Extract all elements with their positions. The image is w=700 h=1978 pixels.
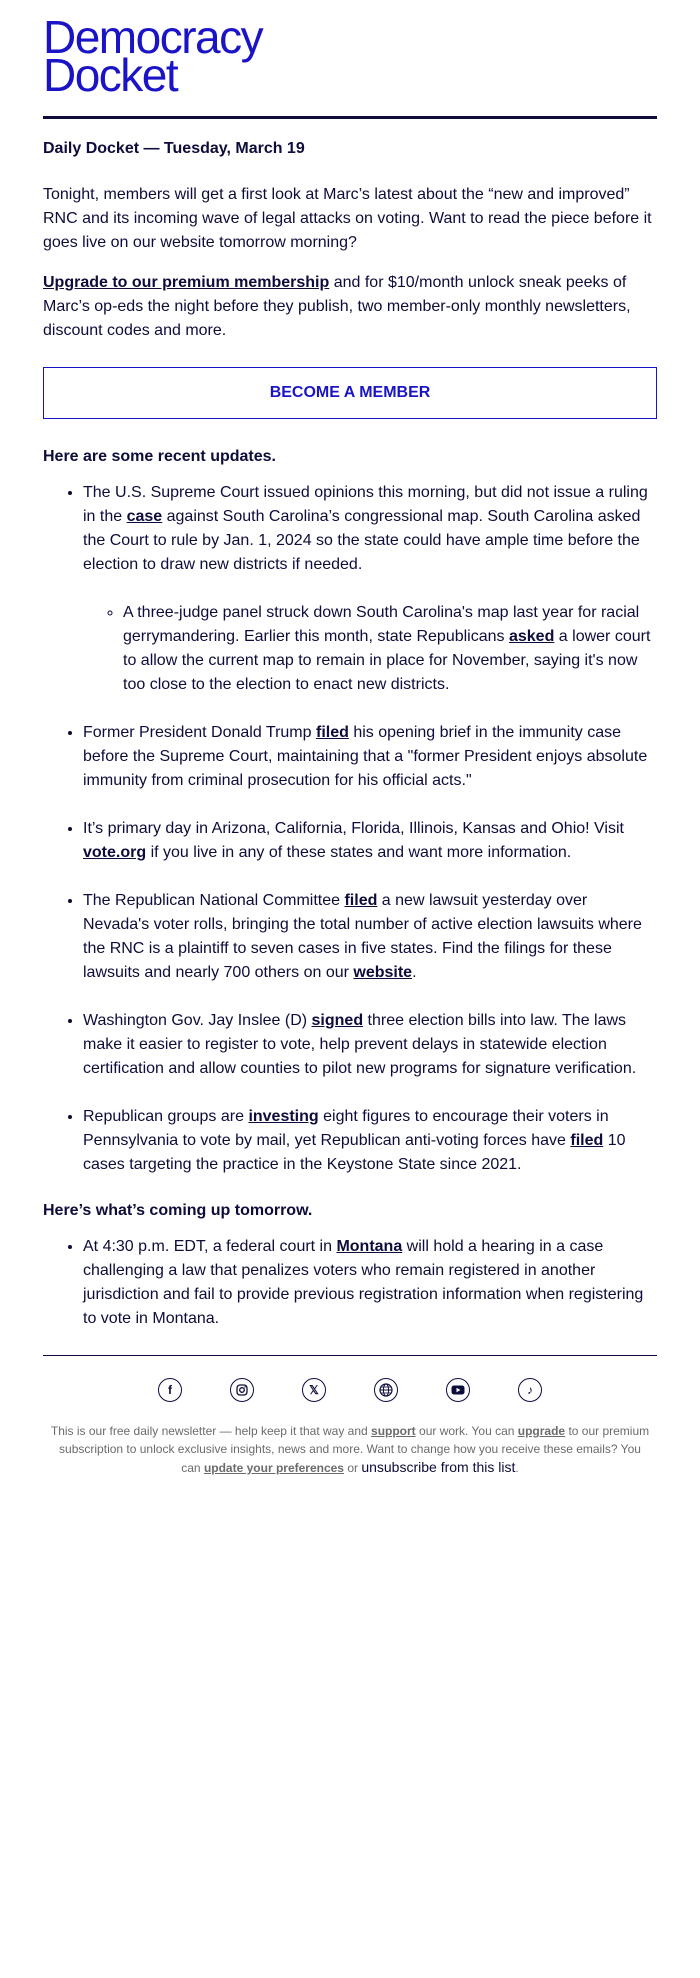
tomorrow-heading: Here’s what’s coming up tomorrow. (43, 1202, 313, 1219)
header-divider (43, 116, 657, 119)
vote-org-link[interactable]: vote.org (83, 844, 147, 861)
list-item (83, 889, 657, 985)
item-text: three election bills into law. The laws make it easier to register to vote, help prevent delays in statewide election certification and allow counties to pilot new programs for signature verification. (83, 1012, 637, 1077)
unsubscribe-link[interactable]: unsubscribe from this list (361, 1459, 516, 1475)
logo-line-2: Docket (43, 49, 178, 101)
asked-link[interactable]: asked (508, 628, 555, 645)
item-text: It’s primary day in Arizona, California, Florida, Illinois, Kansas and Ohio! Visit (83, 820, 624, 837)
item-text: if you live in any of these states and want more information. (146, 844, 572, 861)
globe-icon[interactable] (374, 1378, 398, 1402)
investing-link[interactable]: investing (248, 1108, 319, 1125)
website-link[interactable]: website (353, 964, 413, 981)
item-text: Washington Gov. Jay Inslee (D) (83, 1012, 312, 1029)
footer-text-part: to our premium subscription to unlock exclusive insights, news and more. Want to change how you receive these emails? You can (59, 1424, 650, 1475)
item-text: against South Carolina’s congressional map. South Carolina asked the Court to rule by Jan. 1, 2024 so the state could have ample time before the election to draw new districts if needed. (83, 508, 641, 573)
footer-text-part: our work. You can (415, 1424, 518, 1438)
date-heading: Daily Docket — Tuesday, March 19 (43, 140, 305, 157)
footer-text-part: or (343, 1461, 362, 1475)
cases-filed-link[interactable]: filed (570, 1132, 604, 1149)
item-text: a lower court to allow the current map to remain in place for November, saying it's now too close to the election to enact new districts. (123, 628, 651, 693)
list-item (83, 817, 657, 865)
updates-list (43, 481, 657, 1177)
item-text: eight figures to encourage their voters in Pennsylvania to vote by mail, yet Republican anti-voting forces have (83, 1108, 609, 1149)
item-text: Republican groups are (83, 1108, 249, 1125)
democracy-docket-logo[interactable] (43, 0, 657, 113)
updates-heading: Here are some recent updates. (43, 448, 276, 465)
list-item (83, 481, 657, 697)
item-text: his opening brief in the immunity case before the Supreme Court, maintaining that a "former President enjoys absolute immunity from criminal prosecution for his official acts." (83, 724, 648, 789)
membership-text: and for $10/month unlock sneak peeks of Marc’s op-eds the night before they publish, two member-only monthly newsletters, discount codes and more. (43, 274, 631, 339)
footer-text-part: . (515, 1461, 519, 1475)
tomorrow-list (43, 1235, 657, 1331)
list-item (83, 721, 657, 793)
item-text: Former President Donald Trump (83, 724, 316, 741)
item-text: A three-judge panel struck down South Carolina's map last year for racial gerrymandering. Earlier this month, state Republicans (123, 604, 640, 645)
item-text: At 4:30 p.m. EDT, a federal court in (83, 1238, 337, 1255)
facebook-icon[interactable]: f (158, 1378, 182, 1402)
youtube-icon[interactable] (446, 1378, 470, 1402)
item-text: The Republican National Committee (83, 892, 345, 909)
footer-text-part: This is our free daily newsletter — help keep it that way and (50, 1424, 372, 1438)
support-link[interactable]: support (371, 1424, 416, 1438)
item-text: The U.S. Supreme Court issued opinions this morning, but did not issue a ruling in the (83, 484, 648, 525)
footer-upgrade-link[interactable]: upgrade (517, 1424, 566, 1438)
upgrade-membership-link[interactable]: Upgrade to our premium membership (43, 274, 330, 291)
update-preferences-link[interactable]: update your preferences (203, 1461, 344, 1475)
list-item (83, 1105, 657, 1177)
logo-line-1: Democracy (43, 11, 263, 63)
footer-text (43, 1422, 657, 1477)
filed-link[interactable]: filed (315, 724, 349, 741)
membership-paragraph (43, 271, 657, 343)
email-container (43, 0, 657, 1477)
list-item (83, 1009, 657, 1081)
montana-link[interactable]: Montana (336, 1238, 403, 1255)
instagram-icon[interactable] (230, 1378, 254, 1402)
item-text: will hold a hearing in a case challenging a law that penalizes voters who remain registered in another jurisdiction and fail to provide previous registration information when registering to vote in Montana. (83, 1238, 644, 1327)
item-text: a new lawsuit yesterday over Nevada's voter rolls, bringing the total number of active election lawsuits where the RNC is a plaintiff to seven cases in five states. Find the filings for these lawsuits and nearly 700 others on our (83, 892, 642, 981)
rnc-filed-link[interactable]: filed (344, 892, 378, 909)
tiktok-icon[interactable]: ♪ (518, 1378, 542, 1402)
intro-paragraph: Tonight, members will get a first look at Marc’s latest about the “new and improved” RNC and its incoming wave of legal attacks on voting. Want to read the piece before it goes live on our website tomorrow morning? (43, 186, 652, 251)
case-link[interactable]: case (126, 508, 163, 525)
signed-link[interactable]: signed (311, 1012, 364, 1029)
item-text: . (412, 964, 417, 981)
footer-divider (43, 1355, 657, 1356)
item-text: 10 cases targeting the practice in the Keystone State since 2021. (83, 1132, 626, 1173)
become-member-button[interactable]: BECOME A MEMBER (43, 367, 657, 419)
x-icon[interactable]: 𝕏 (302, 1378, 326, 1402)
sub-list (83, 601, 657, 697)
list-item (83, 1235, 657, 1331)
social-links (43, 1378, 657, 1402)
sub-list-item (123, 601, 657, 697)
